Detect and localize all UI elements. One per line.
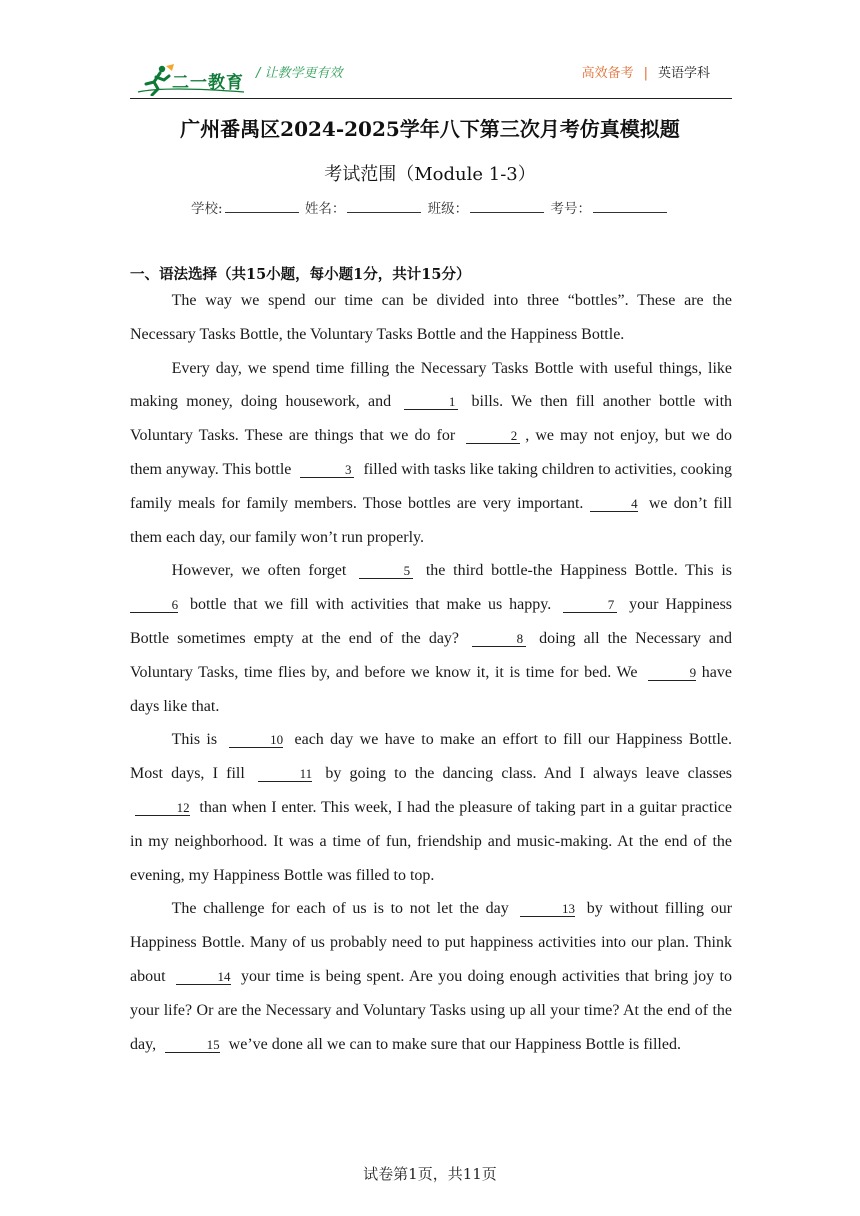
name-label: 姓名： xyxy=(304,201,346,217)
text-segment: your time is being spent. Are you doing enough activities that bring joy to your life? Or are the Necessary and Voluntary Tasks using up all your time? At the end of the day, xyxy=(130,967,733,1053)
reading-passage xyxy=(130,284,732,1061)
slogan: / 让教学更有效 xyxy=(256,66,343,81)
paragraph-4 xyxy=(130,723,732,892)
blank-1[interactable]: 1 xyxy=(404,395,458,410)
header-right xyxy=(582,62,710,81)
text-segment: bottle that we fill with activities that make us happy. xyxy=(190,596,552,614)
header-separator: | xyxy=(643,66,648,81)
blank-4[interactable]: 4 xyxy=(590,497,638,512)
school-label: 学校: xyxy=(191,201,223,217)
student-info-line xyxy=(0,197,860,217)
text-segment: filled with tasks like taking children to activities, cooking family meals for family members. Those bottles are very important. xyxy=(130,460,733,512)
text-segment: than when I enter. This week, I had the pleasure of taking part in a guitar practice in my neighborhood. It was a time of fun, friendship and music-making. At the end of the evening, my Happiness Bottle was filled to top. xyxy=(130,798,733,884)
paragraph-1: The way we spend our time can be divided into three “bottles”. These are the Necessary Tasks Bottle, the Voluntary Tasks Bottle and the Happiness Bottle. xyxy=(130,292,732,343)
text-segment: your Happiness Bottle sometimes empty at the end of the day? xyxy=(130,596,733,647)
exam-scope: 考试范围（Module 1-3） xyxy=(324,164,536,185)
blank-9[interactable]: 9 xyxy=(648,666,696,681)
blank-10[interactable]: 10 xyxy=(229,733,284,748)
blank-13[interactable]: 13 xyxy=(520,902,575,917)
text-segment: This is xyxy=(171,731,218,749)
blank-3[interactable]: 3 xyxy=(300,463,354,478)
text-segment: doing all the Necessary and Voluntary Tasks, time flies by, and before we know it, it is time for bed. We xyxy=(130,629,733,681)
exam-number-field[interactable] xyxy=(593,198,667,213)
text-segment: the third bottle-the Happiness Bottle. This is xyxy=(425,562,733,580)
text-segment: The challenge for each of us is to not let the day xyxy=(171,900,509,918)
text-segment: have days like that. xyxy=(130,663,732,715)
blank-14[interactable]: 14 xyxy=(176,970,231,985)
blank-8[interactable]: 8 xyxy=(472,632,526,647)
text-segment: , we may not enjoy, but we do them anyway. This bottle xyxy=(130,427,732,478)
exam-title: 广州番禺区2024-2025学年八下第三次月考仿真模拟题 xyxy=(180,117,680,141)
text-segment: each day we have to make an effort to fill our Happiness Bottle. Most days, I fill xyxy=(130,731,733,783)
paragraph-5 xyxy=(130,892,732,1061)
text-segment: bills. We then fill another bottle with Voluntary Tasks. These are things that we do for xyxy=(130,393,733,445)
logo-text: 二一教育 xyxy=(172,73,244,93)
paragraph-3 xyxy=(130,554,732,723)
text-segment: Every day, we spend time filling the Necessary Tasks Bottle with useful things, like making money, doing housework, and xyxy=(130,359,732,411)
page-header xyxy=(130,58,732,99)
name-field[interactable] xyxy=(347,198,421,213)
blank-11[interactable]: 11 xyxy=(258,767,312,782)
blank-15[interactable]: 15 xyxy=(165,1038,220,1053)
text-segment: we don’t fill them each day, our family won’t run properly. xyxy=(130,494,733,546)
page-footer: 试卷第1页，共11页 xyxy=(363,1165,497,1183)
paragraph-2 xyxy=(130,352,732,555)
blank-6[interactable]: 6 xyxy=(130,598,178,613)
school-field[interactable] xyxy=(225,198,299,213)
blank-2[interactable]: 2 xyxy=(466,429,520,444)
text-segment: by going to the dancing class. And I always leave classes xyxy=(325,765,733,783)
class-field[interactable] xyxy=(470,198,544,213)
exam-number-label: 考号： xyxy=(550,201,591,217)
text-segment: However, we often forget xyxy=(171,562,347,580)
section-heading: 一、语法选择（共15小题，每小题1分，共计15分） xyxy=(130,266,471,283)
class-label: 班级： xyxy=(427,201,469,217)
text-segment: by without filling our Happiness Bottle. Many of us probably need to put happiness activities into our plan. Think about xyxy=(130,900,733,985)
text-segment: we’ve done all we can to make sure that our Happiness Bottle is filled. xyxy=(228,1035,681,1053)
blank-7[interactable]: 7 xyxy=(563,598,617,613)
exam-label: 高效备考 xyxy=(581,66,634,81)
blank-12[interactable]: 12 xyxy=(135,801,190,816)
blank-5[interactable]: 5 xyxy=(359,564,413,579)
subject-label: 英语学科 xyxy=(657,66,710,81)
